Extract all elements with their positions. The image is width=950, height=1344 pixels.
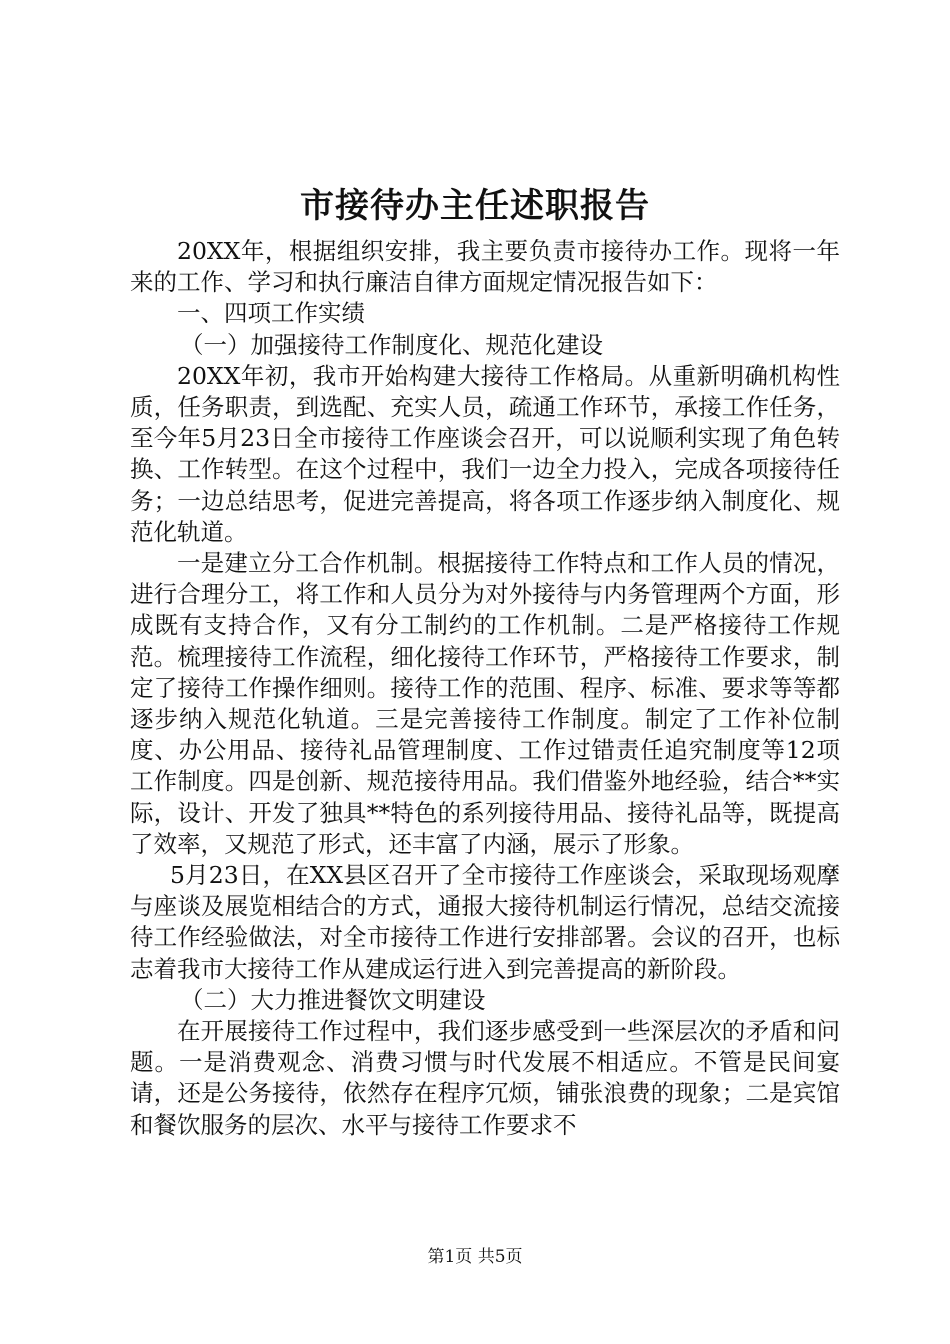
subsection-heading-2: （二）大力推进餐饮文明建设: [180, 985, 486, 1014]
page-number: 第1页 共5页: [427, 1247, 523, 1267]
subsection-heading-1: （一）加强接待工作制度化、规范化建设: [180, 330, 603, 359]
paragraph-framework: 20XX年初，我市开始构建大接待工作格局。从重新明确机构性质，任务职责，到选配、充实人员，疏通工作环节，承接工作任务，至今年5月23日全市接待工作座谈会召开，可以说顺利实现了角色转换、工作转型。在这个过程中，我们一边全力投入，完成各项接待任务；一边总结思考，促进完善提高，将各项工作逐步纳入制度化、规范化轨道。: [130, 361, 840, 546]
paragraph-problems: 在开展接待工作过程中，我们逐步感受到一些深层次的矛盾和问题。一是消费观念、消费习惯与时代发展不相适应。不管是民间宴请，还是公务接待，依然存在程序冗烦，铺张浪费的现象；二是宾馆和餐饮服务的层次、水平与接待工作要求不: [130, 1017, 840, 1139]
document-title: 市接待办主任述职报告: [300, 186, 650, 226]
paragraph-measures: 一是建立分工合作机制。根据接待工作特点和工作人员的情况，进行合理分工，将工作和人员分为对外接待与内务管理两个方面，形成既有支持合作，又有分工制约的工作机制。二是严格接待工作规范。梳理接待工作流程，细化接待工作环节，严格接待工作要求，制定了接待工作操作细则。接待工作的范围、程序、标准、要求等等都逐步纳入规范化轨道。三是完善接待工作制度。制定了工作补位制度、办公用品、接待礼品管理制度、工作过错责任追究制度等12项工作制度。四是创新、规范接待用品。我们借鉴外地经验，结合**实际，设计、开发了独具**特色的系列接待用品、接待礼品等，既提高了效率，又规范了形式，还丰富了内涵，展示了形象。: [130, 549, 840, 858]
section-heading-1: 一、四项工作实绩: [177, 299, 365, 328]
document-body: [130, 236, 840, 1141]
paragraph-meeting: 5月23日，在XX县区召开了全市接待工作座谈会，采取现场观摩与座谈及展览相结合的方式，通报大接待机制运行情况，总结交流接待工作经验做法，对全市接待工作进行安排部署。会议的召开，也标志着我市大接待工作从建成运行进入到完善提高的新阶段。: [130, 861, 840, 983]
paragraph-intro: 20XX年，根据组织安排，我主要负责市接待办工作。现将一年来的工作、学习和执行廉洁自律方面规定情况报告如下：: [130, 237, 840, 297]
